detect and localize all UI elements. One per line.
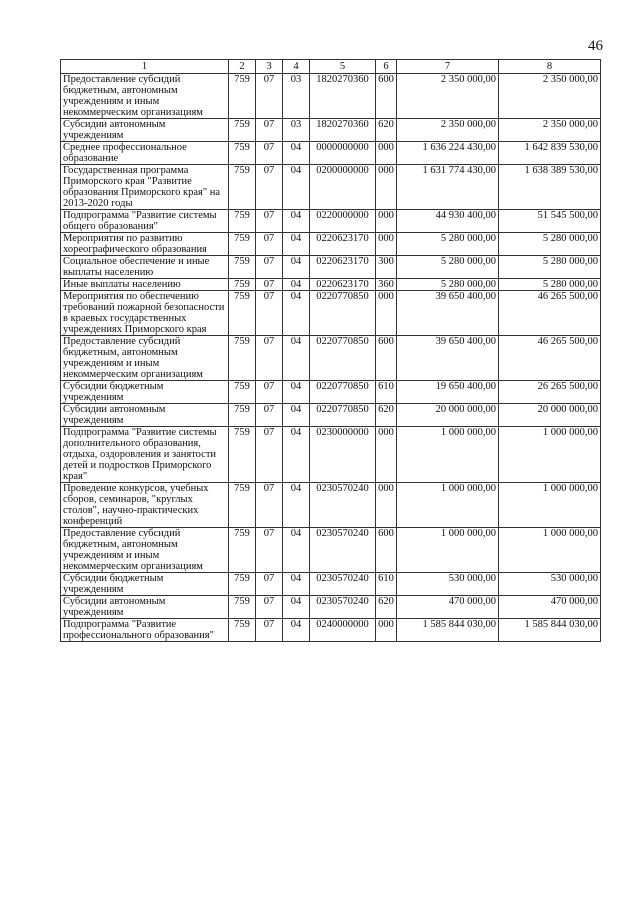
amount-value: 1 000 000,00	[440, 483, 496, 494]
code-cell: 04	[283, 233, 310, 256]
amount-value: 5 280 000,00	[440, 279, 496, 290]
code-cell: 759	[229, 483, 256, 528]
table-row	[61, 381, 601, 404]
code-cell: 04	[283, 291, 310, 336]
code-cell: 759	[229, 74, 256, 119]
item-name-cell: Предоставление субсидий бюджетным, автономным учреждениям и иным некоммерческим организациям	[61, 74, 229, 119]
amount-cell	[397, 381, 499, 404]
code-cell: 04	[283, 427, 310, 483]
code-cell: 600	[376, 336, 397, 381]
amount-value: 1 000 000,00	[440, 427, 496, 438]
code-cell: 759	[229, 210, 256, 233]
code-cell: 0230570240	[310, 483, 376, 528]
code-cell: 0000000000	[310, 142, 376, 165]
code-cell: 000	[376, 233, 397, 256]
code-cell: 759	[229, 142, 256, 165]
amount-value: 5 280 000,00	[542, 279, 598, 290]
amount-cell	[397, 336, 499, 381]
amount-value: 1 000 000,00	[542, 483, 598, 494]
code-cell: 07	[256, 279, 283, 291]
amount-value: 20 000 000,00	[435, 404, 496, 415]
amount-value: 530 000,00	[448, 573, 496, 584]
code-cell: 04	[283, 596, 310, 619]
code-cell: 07	[256, 256, 283, 279]
code-cell: 07	[256, 619, 283, 642]
amount-cell	[499, 528, 601, 573]
amount-cell	[499, 74, 601, 119]
amount-cell	[397, 528, 499, 573]
code-cell: 000	[376, 619, 397, 642]
code-cell: 07	[256, 142, 283, 165]
table-row	[61, 210, 601, 233]
code-cell: 1820270360	[310, 74, 376, 119]
table-row	[61, 483, 601, 528]
code-cell: 0220000000	[310, 210, 376, 233]
amount-value: 2 350 000,00	[542, 119, 598, 130]
code-cell: 04	[283, 619, 310, 642]
code-cell: 000	[376, 165, 397, 210]
amount-value: 1 585 844 030,00	[524, 619, 598, 630]
amount-cell	[499, 483, 601, 528]
header-cell: 8	[499, 60, 601, 74]
code-cell: 04	[283, 165, 310, 210]
code-cell: 759	[229, 404, 256, 427]
budget-table	[60, 59, 601, 642]
amount-value: 2 350 000,00	[542, 74, 598, 85]
code-cell: 759	[229, 573, 256, 596]
amount-value: 530 000,00	[550, 573, 598, 584]
code-cell: 610	[376, 573, 397, 596]
code-cell: 0230570240	[310, 596, 376, 619]
code-cell: 07	[256, 528, 283, 573]
amount-cell	[397, 256, 499, 279]
table-row	[61, 142, 601, 165]
code-cell: 759	[229, 233, 256, 256]
amount-cell	[397, 427, 499, 483]
amount-value: 44 930 400,00	[435, 210, 496, 221]
header-cell: 1	[61, 60, 229, 74]
code-cell: 0220770850	[310, 336, 376, 381]
amount-cell	[499, 573, 601, 596]
page-number: 46	[588, 38, 603, 54]
amount-value: 470 000,00	[448, 596, 496, 607]
code-cell: 0230570240	[310, 528, 376, 573]
code-cell: 620	[376, 596, 397, 619]
amount-cell	[397, 119, 499, 142]
amount-cell	[499, 427, 601, 483]
table-row	[61, 404, 601, 427]
header-cell: 2	[229, 60, 256, 74]
table-row	[61, 119, 601, 142]
table-row	[61, 256, 601, 279]
amount-value: 470 000,00	[550, 596, 598, 607]
item-name-cell: Социальное обеспечение и иные выплаты населению	[61, 256, 229, 279]
amount-cell	[499, 142, 601, 165]
amount-value: 1 585 844 030,00	[422, 619, 496, 630]
code-cell: 04	[283, 336, 310, 381]
amount-cell	[499, 279, 601, 291]
amount-value: 1 000 000,00	[440, 528, 496, 539]
amount-cell	[499, 210, 601, 233]
header-cell: 6	[376, 60, 397, 74]
code-cell: 600	[376, 74, 397, 119]
code-cell: 0230000000	[310, 427, 376, 483]
header-cell: 7	[397, 60, 499, 74]
table-row	[61, 596, 601, 619]
amount-value: 5 280 000,00	[542, 233, 598, 244]
amount-value: 5 280 000,00	[542, 256, 598, 267]
code-cell: 04	[283, 573, 310, 596]
amount-cell	[499, 404, 601, 427]
amount-cell	[499, 619, 601, 642]
code-cell: 07	[256, 210, 283, 233]
amount-cell	[397, 233, 499, 256]
code-cell: 000	[376, 291, 397, 336]
item-name-cell: Мероприятия по развитию хореографического образования	[61, 233, 229, 256]
amount-cell	[397, 573, 499, 596]
code-cell: 0230570240	[310, 573, 376, 596]
item-name-cell: Проведение конкурсов, учебных сборов, семинаров, "круглых столов", научно-практических конференций	[61, 483, 229, 528]
code-cell: 07	[256, 573, 283, 596]
amount-cell	[397, 596, 499, 619]
code-cell: 04	[283, 381, 310, 404]
amount-cell	[499, 119, 601, 142]
table-row	[61, 74, 601, 119]
amount-value: 1 638 389 530,00	[524, 165, 598, 176]
item-name-cell: Субсидии автономным учреждениям	[61, 404, 229, 427]
amount-value: 39 650 400,00	[435, 291, 496, 302]
item-name-cell: Подпрограмма "Развитие системы общего образования"	[61, 210, 229, 233]
item-name-cell: Предоставление субсидий бюджетным, автономным учреждениям и иным некоммерческим организациям	[61, 336, 229, 381]
amount-value: 1 000 000,00	[542, 427, 598, 438]
amount-cell	[397, 404, 499, 427]
header-cell: 3	[256, 60, 283, 74]
item-name-cell: Субсидии автономным учреждениям	[61, 119, 229, 142]
amount-cell	[499, 336, 601, 381]
code-cell: 759	[229, 291, 256, 336]
amount-value: 46 265 500,00	[537, 291, 598, 302]
amount-value: 1 636 224 430,00	[422, 142, 496, 153]
item-name-cell: Среднее профессиональное образование	[61, 142, 229, 165]
amount-value: 1 631 774 430,00	[422, 165, 496, 176]
code-cell: 07	[256, 596, 283, 619]
item-name-cell: Государственная программа Приморского края "Развитие образования Приморского края" на 2013-2020 годы	[61, 165, 229, 210]
code-cell: 07	[256, 404, 283, 427]
amount-cell	[397, 165, 499, 210]
item-name-cell: Мероприятия по обеспечению требований пожарной безопасности в краевых государственных учреждениях Приморского края	[61, 291, 229, 336]
amount-cell	[499, 165, 601, 210]
code-cell: 03	[283, 119, 310, 142]
table-row	[61, 427, 601, 483]
amount-cell	[397, 619, 499, 642]
amount-value: 1 000 000,00	[542, 528, 598, 539]
code-cell: 0220623170	[310, 256, 376, 279]
amount-cell	[499, 291, 601, 336]
amount-value: 26 265 500,00	[537, 381, 598, 392]
item-name-cell: Иные выплаты населению	[61, 279, 229, 291]
code-cell: 000	[376, 427, 397, 483]
code-cell: 04	[283, 483, 310, 528]
code-cell: 04	[283, 210, 310, 233]
code-cell: 07	[256, 74, 283, 119]
code-cell: 0220623170	[310, 279, 376, 291]
table-row	[61, 291, 601, 336]
code-cell: 07	[256, 427, 283, 483]
code-cell: 300	[376, 256, 397, 279]
item-name-cell: Предоставление субсидий бюджетным, автономным учреждениям и иным некоммерческим организациям	[61, 528, 229, 573]
amount-cell	[499, 256, 601, 279]
amount-cell	[397, 291, 499, 336]
item-name-cell: Подпрограмма "Развитие системы дополнительного образования, отдыха, оздоровления и занятости детей и подростков Приморского края"	[61, 427, 229, 483]
table-row	[61, 619, 601, 642]
amount-value: 2 350 000,00	[440, 74, 496, 85]
amount-value: 2 350 000,00	[440, 119, 496, 130]
table-row	[61, 233, 601, 256]
code-cell: 07	[256, 291, 283, 336]
amount-cell	[397, 210, 499, 233]
code-cell: 610	[376, 381, 397, 404]
code-cell: 0240000000	[310, 619, 376, 642]
code-cell: 07	[256, 483, 283, 528]
table-row	[61, 528, 601, 573]
item-name-cell: Подпрограмма "Развитие профессионального образования"	[61, 619, 229, 642]
amount-cell	[397, 279, 499, 291]
code-cell: 07	[256, 119, 283, 142]
amount-cell	[397, 483, 499, 528]
amount-value: 19 650 400,00	[435, 381, 496, 392]
table-row	[61, 573, 601, 596]
code-cell: 04	[283, 404, 310, 427]
table-row	[61, 279, 601, 291]
code-cell: 620	[376, 119, 397, 142]
code-cell: 1820270360	[310, 119, 376, 142]
code-cell: 07	[256, 165, 283, 210]
item-name-cell: Субсидии автономным учреждениям	[61, 596, 229, 619]
header-row	[61, 60, 601, 74]
code-cell: 07	[256, 336, 283, 381]
code-cell: 000	[376, 483, 397, 528]
amount-value: 1 642 839 530,00	[524, 142, 598, 153]
code-cell: 759	[229, 336, 256, 381]
code-cell: 000	[376, 142, 397, 165]
code-cell: 03	[283, 74, 310, 119]
code-cell: 759	[229, 427, 256, 483]
code-cell: 759	[229, 256, 256, 279]
amount-value: 5 280 000,00	[440, 256, 496, 267]
code-cell: 759	[229, 165, 256, 210]
code-cell: 759	[229, 119, 256, 142]
code-cell: 0220770850	[310, 381, 376, 404]
code-cell: 04	[283, 279, 310, 291]
amount-value: 5 280 000,00	[440, 233, 496, 244]
code-cell: 759	[229, 528, 256, 573]
code-cell: 0220770850	[310, 291, 376, 336]
code-cell: 07	[256, 381, 283, 404]
code-cell: 759	[229, 381, 256, 404]
amount-cell	[499, 381, 601, 404]
amount-cell	[397, 74, 499, 119]
code-cell: 0200000000	[310, 165, 376, 210]
code-cell: 360	[376, 279, 397, 291]
table-row	[61, 165, 601, 210]
header-cell: 4	[283, 60, 310, 74]
code-cell: 0220770850	[310, 404, 376, 427]
item-name-cell: Субсидии бюджетным учреждениям	[61, 381, 229, 404]
code-cell: 04	[283, 256, 310, 279]
amount-value: 39 650 400,00	[435, 336, 496, 347]
amount-cell	[397, 142, 499, 165]
amount-cell	[499, 596, 601, 619]
item-name-cell: Субсидии бюджетным учреждениям	[61, 573, 229, 596]
table-row	[61, 336, 601, 381]
code-cell: 000	[376, 210, 397, 233]
amount-value: 20 000 000,00	[537, 404, 598, 415]
table-body	[61, 74, 601, 642]
code-cell: 07	[256, 233, 283, 256]
amount-cell	[499, 233, 601, 256]
code-cell: 759	[229, 619, 256, 642]
code-cell: 759	[229, 596, 256, 619]
code-cell: 04	[283, 142, 310, 165]
amount-value: 51 545 500,00	[537, 210, 598, 221]
code-cell: 0220623170	[310, 233, 376, 256]
code-cell: 04	[283, 528, 310, 573]
code-cell: 759	[229, 279, 256, 291]
code-cell: 600	[376, 528, 397, 573]
code-cell: 620	[376, 404, 397, 427]
header-cell: 5	[310, 60, 376, 74]
amount-value: 46 265 500,00	[537, 336, 598, 347]
